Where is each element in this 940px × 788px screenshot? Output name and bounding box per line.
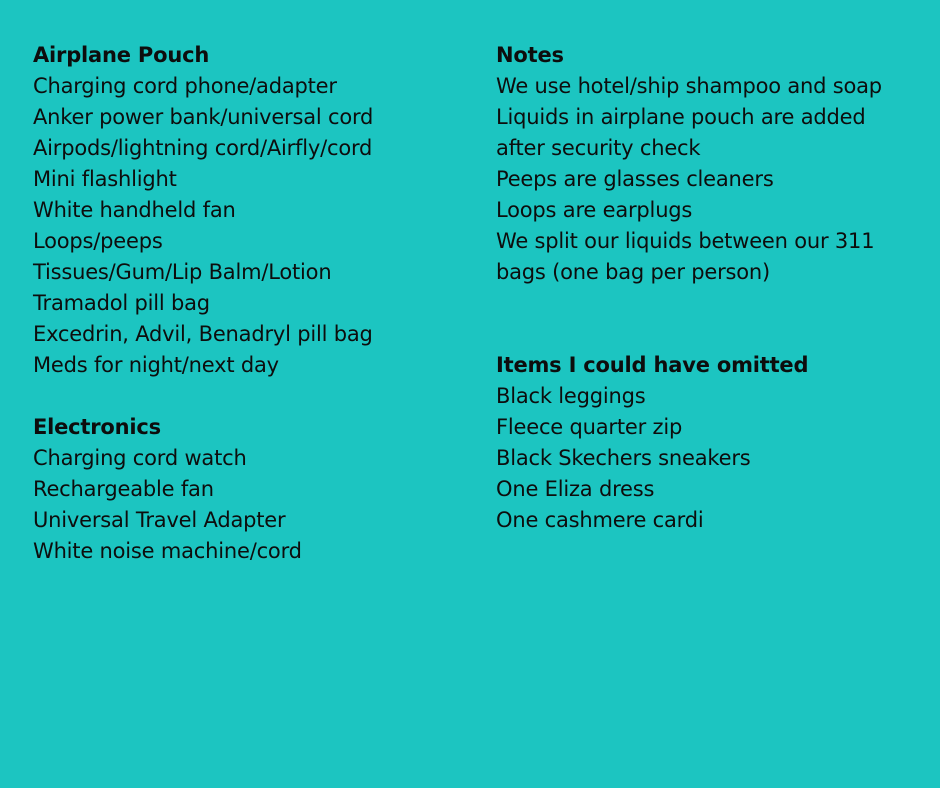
list-item: White handheld fan [33,198,236,222]
note-line: after security check [496,136,701,160]
list-item: One Eliza dress [496,477,655,501]
list-item: White noise machine/cord [33,539,302,563]
electronics-heading: Electronics [33,415,161,439]
list-item: Anker power bank/universal cord [33,105,374,129]
note-line: Loops are earplugs [496,198,693,222]
list-item: Excedrin, Advil, Benadryl pill bag [33,322,373,346]
list-item: Universal Travel Adapter [33,508,286,532]
list-item: Mini flashlight [33,167,177,191]
list-item: Black Skechers sneakers [496,446,751,470]
list-item: Fleece quarter zip [496,415,683,439]
left-column [33,40,473,567]
section-gap [33,381,473,412]
list-item: Tramadol pill bag [33,291,210,315]
section-gap [496,288,926,350]
list-item: Airpods/lightning cord/Airfly/cord [33,136,373,160]
note-line: bags (one bag per person) [496,260,771,284]
note-line: We use hotel/ship shampoo and soap [496,74,882,98]
airplane-pouch-heading: Airplane Pouch [33,43,210,67]
right-column [496,40,926,536]
notes-heading: Notes [496,43,564,67]
note-line: We split our liquids between our 311 [496,229,875,253]
list-item: Loops/peeps [33,229,163,253]
list-item: Tissues/Gum/Lip Balm/Lotion [33,260,332,284]
note-line: Peeps are glasses cleaners [496,167,774,191]
omitted-items-heading: Items I could have omitted [496,353,809,377]
list-item: Black leggings [496,384,646,408]
list-item: Charging cord phone/adapter [33,74,337,98]
note-line: Liquids in airplane pouch are added [496,105,866,129]
list-item: One cashmere cardi [496,508,704,532]
list-item: Rechargeable fan [33,477,214,501]
list-item: Charging cord watch [33,446,247,470]
list-item: Meds for night/next day [33,353,279,377]
